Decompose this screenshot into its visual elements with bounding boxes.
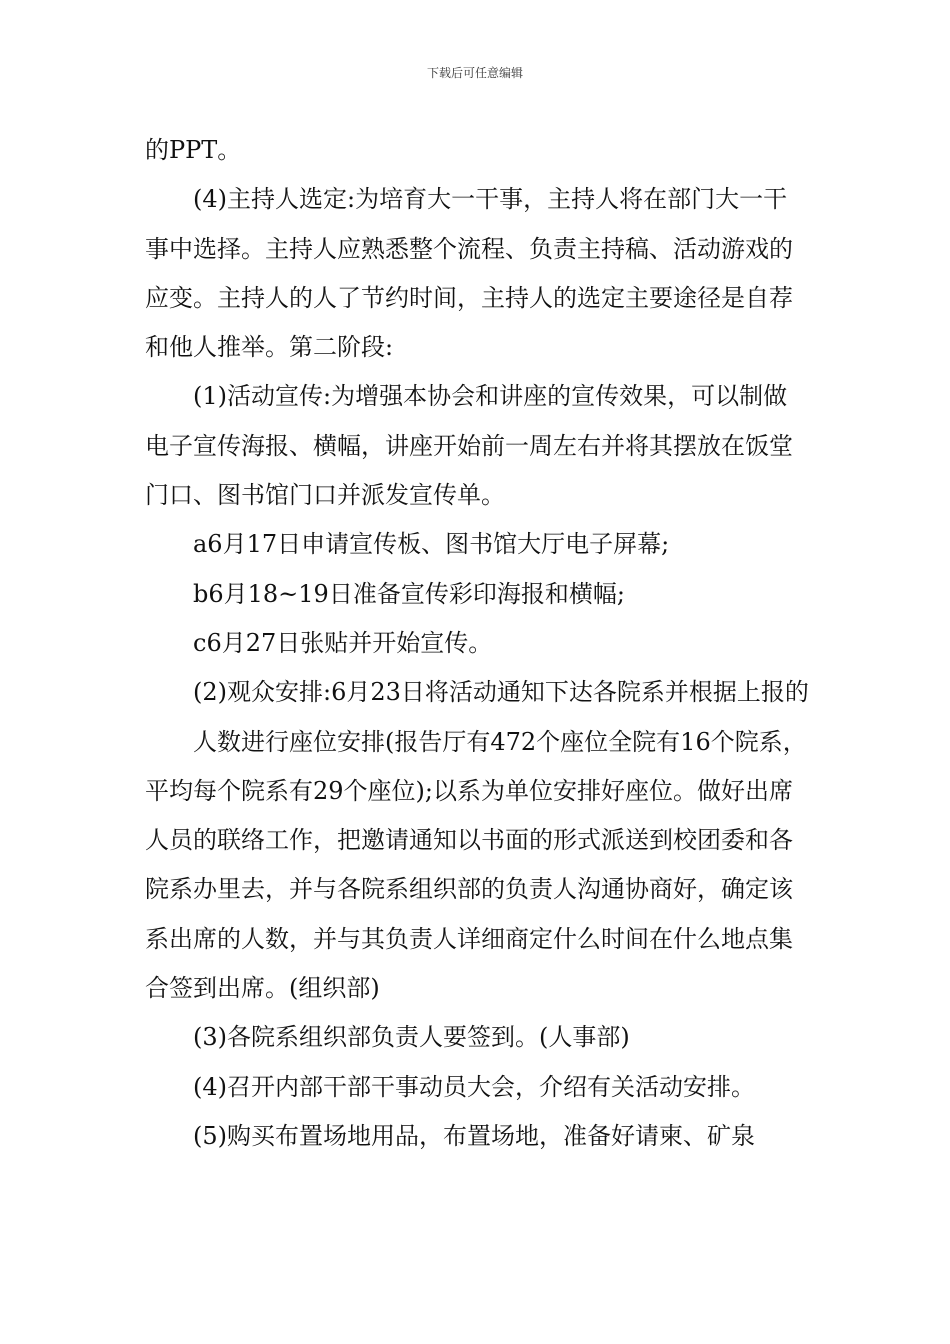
paragraph: (4)主持人选定:为培育大一干事，主持人将在部门大一干事中选择。主持人应熟悉整个流程、负责主持稿、活动游戏的应变。主持人的人了节约时间，主持人的选定主要途径是自荐和他人推举。第二阶段: [145, 185, 793, 362]
paragraph: 的PPT。 [145, 136, 242, 164]
paragraph: (3)各院系组织部负责人要签到。(人事部) [193, 1023, 630, 1052]
paragraph: a6月17日申请宣传板、图书馆大厅电子屏幕; [193, 530, 670, 559]
paragraph: (1)活动宣传:为增强本协会和讲座的宣传效果，可以制做电子宣传海报、横幅，讲座开始前一周左右并将其摆放在饭堂门口、图书馆门口并派发宣传单。 [145, 382, 793, 510]
paragraph: 人数进行座位安排(报告厅有472个座位全院有16个院系，平均每个院系有29个座位);以系为单位安排好座位。做好出席人员的联络工作，把邀请通知以书面的形式派送到校团委和各院系办里去，并与各院系组织部的负责人沟通协商好，确定该系出席的人数，并与其负责人详细商定什么时间在什么地点集合签到出席。(组织部) [145, 727, 807, 1003]
page-header: 下载后可任意编辑 [426, 66, 523, 80]
document-body [145, 126, 810, 1161]
paragraph: c6月27日张贴并开始宣传。 [193, 628, 493, 657]
paragraph: (4)召开内部干部干事动员大会，介绍有关活动安排。 [193, 1072, 755, 1101]
paragraph: (2)观众安排:6月23日将活动通知下达各院系并根据上报的 [193, 678, 809, 707]
paragraph: (5)购买布置场地用品，布置场地，准备好请柬、矿泉 [193, 1121, 755, 1150]
paragraph: b6月18~19日准备宣传彩印海报和横幅; [193, 579, 625, 608]
